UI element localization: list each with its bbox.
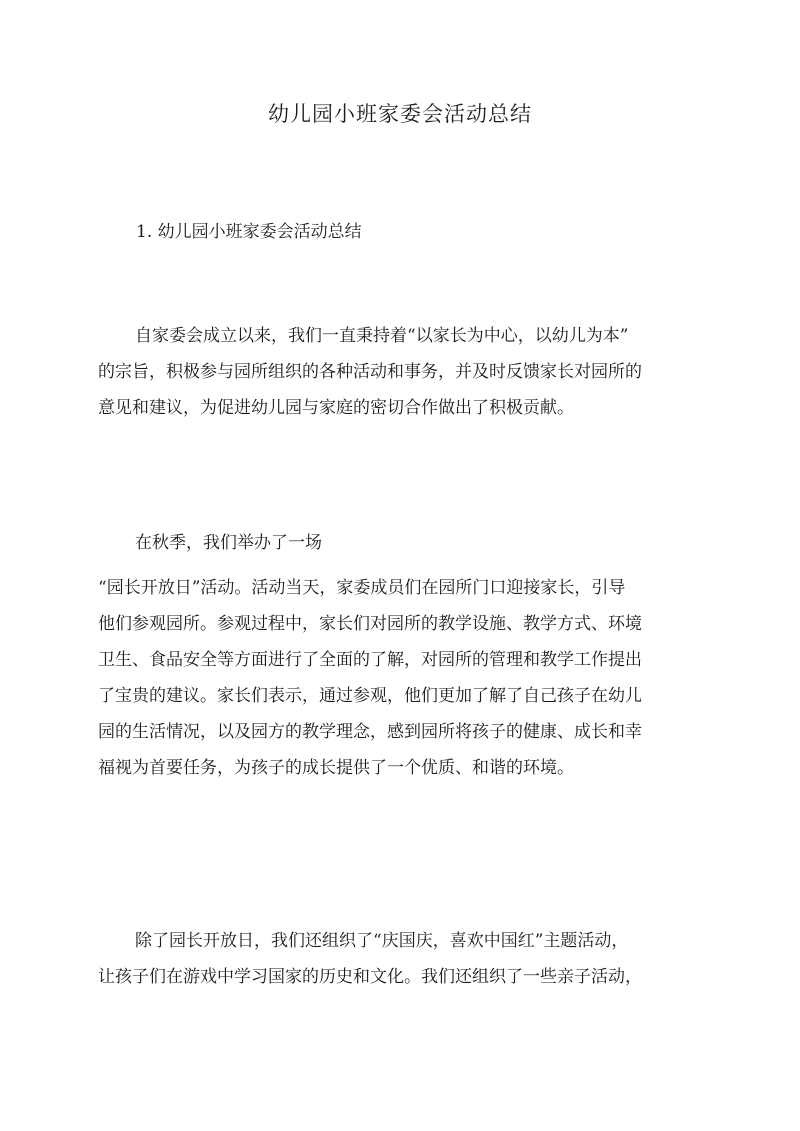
paragraph-2 [98, 570, 704, 786]
paragraph-1-line-3: 意见和建议，为促进幼儿园与家庭的密切合作做出了积极贡献。 [98, 398, 574, 418]
section-heading: 1. 幼儿园小班家委会活动总结 [136, 222, 362, 242]
paragraph-2-line-1: “园长开放日”活动。活动当天，家委成员们在园所门口迎接家长，引导 [98, 578, 626, 598]
paragraph-1-line-2: 的宗旨，积极参与园所组织的各种活动和事务，并及时反馈家长对园所的 [98, 362, 642, 382]
paragraph-3-line-1: 除了园长开放日，我们还组织了“庆国庆，喜欢中国红”主题活动， [135, 931, 629, 951]
paragraph-2-line-5: 园的生活情况，以及园方的教学理念，感到园所将孩子的健康、成长和幸 [98, 722, 642, 742]
paragraph-1-line-1: 自家委会成立以来，我们一直秉持着“以家长为中心，以幼儿为本” [135, 326, 629, 346]
paragraph-2-line-3: 卫生、食品安全等方面进行了全面的了解，对园所的管理和教学工作提出 [98, 650, 642, 670]
paragraph-2-intro: 在秋季，我们举办了一场 [135, 533, 322, 553]
paragraph-2-line-4: 了宝贵的建议。家长们表示，通过参观，他们更加了解了自己孩子在幼儿 [98, 686, 642, 706]
document-title: 幼儿园小班家委会活动总结 [268, 102, 532, 126]
paragraph-2-line-6: 福视为首要任务，为孩子的成长提供了一个优质、和谐的环境。 [98, 758, 574, 778]
paragraph-2-line-2: 他们参观园所。参观过程中，家长们对园所的教学设施、教学方式、环境 [98, 614, 642, 634]
paragraph-3 [98, 923, 704, 995]
paragraph-1 [98, 318, 704, 426]
paragraph-3-line-2: 让孩子们在游戏中学习国家的历史和文化。我们还组织了一些亲子活动， [98, 967, 642, 987]
